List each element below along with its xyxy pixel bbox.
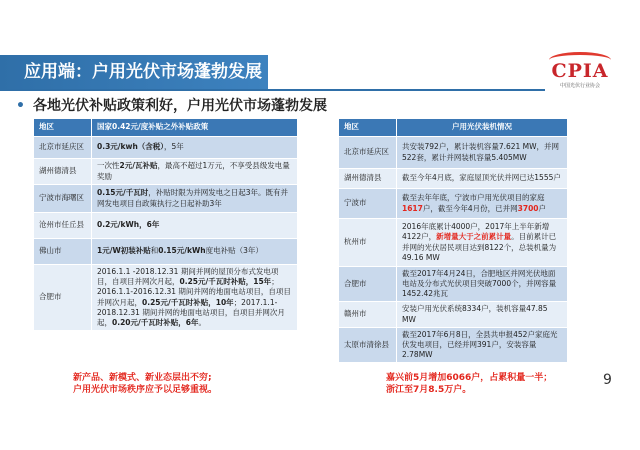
page-number: 9 xyxy=(603,372,612,388)
table-row xyxy=(339,327,568,362)
detail-text: 2016.1.1 -2018.12.31 期间并网的屋顶分布式发电项目，自项目并网次月起， xyxy=(97,267,279,287)
region-cell: 北京市延庆区 xyxy=(339,137,397,169)
right-note xyxy=(386,372,552,396)
detail-cell xyxy=(397,169,568,189)
detail-cell xyxy=(397,219,568,267)
title-underline xyxy=(0,89,545,91)
subsidy-policy-table xyxy=(33,118,298,331)
detail-text: 1元/W初装补贴 xyxy=(97,246,151,256)
detail-cell xyxy=(92,159,298,185)
detail-text: 截至今年4月底，家庭屋顶光伏并网已达1555户 xyxy=(402,173,561,183)
detail-text: 0.15元/千瓦时 xyxy=(97,188,149,198)
detail-text: 1617 xyxy=(402,203,423,213)
cpia-logo xyxy=(545,50,615,92)
bullet-dot-icon: • xyxy=(16,98,25,114)
detail-text: ，最高不超过1万元，不享受县级发电量奖励 xyxy=(97,161,290,181)
detail-text: 安装户用光伏系统8334户，装机容量47.85 MW xyxy=(402,304,548,324)
region-cell: 宁波市海曙区 xyxy=(34,185,92,213)
region-cell: 宁波市 xyxy=(339,189,397,219)
detail-text: 新增量大于之前累计量 xyxy=(436,232,512,242)
region-cell: 湖州德清县 xyxy=(339,169,397,189)
detail-text: 0.2元/kWh，6年 xyxy=(97,220,160,230)
left-header-region: 地区 xyxy=(34,119,92,137)
detail-text: ，补贴时限为并网发电之日起3年。既有并网发电项目自政策执行之日起补助3年 xyxy=(97,188,289,208)
detail-cell xyxy=(397,137,568,169)
detail-cell xyxy=(397,302,568,327)
detail-cell xyxy=(397,267,568,302)
table-row xyxy=(34,213,298,239)
logo-text: CPIA xyxy=(551,60,609,82)
detail-text: 度电补贴（3年） xyxy=(205,246,263,256)
right-header-region: 地区 xyxy=(339,119,397,137)
table-row xyxy=(339,189,568,219)
detail-text: 共安装792户，累计装机容量7.621 MW，并网522套，累计并网装机容量5.405MW xyxy=(402,142,560,162)
region-cell: 赣州市 xyxy=(339,302,397,327)
detail-cell xyxy=(92,137,298,159)
region-cell: 湖州德清县 xyxy=(34,159,92,185)
table-row xyxy=(34,185,298,213)
detail-text: ，5年 xyxy=(164,142,184,152)
detail-cell xyxy=(92,213,298,239)
detail-text: 0.20元/千瓦时补贴，6年 xyxy=(112,317,199,327)
detail-cell xyxy=(92,185,298,213)
detail-text: 。目前累计已并网的光伏居民项目达到8122个，总装机量为49.16 MW xyxy=(402,232,557,262)
table-row xyxy=(339,302,568,327)
bullet-text: 各地光伏补贴政策利好，户用光伏市场蓬勃发展 xyxy=(32,98,327,114)
region-cell: 合肥市 xyxy=(34,265,92,331)
detail-text: 截至2017年4月24日，合肥地区并网光伏地面电站及分布式光伏项目突破7000个，并网容量1452.42兆瓦 xyxy=(402,269,557,299)
left-note-line2: 户用光伏市场秩序应予以足够重视。 xyxy=(73,385,218,396)
left-note xyxy=(73,372,217,396)
detail-cell xyxy=(397,327,568,362)
right-note-line2: 浙江至7月8.5万户。 xyxy=(386,385,472,396)
detail-text: 。 xyxy=(198,317,206,327)
detail-text: 0.3元/kwh（含税） xyxy=(97,142,165,152)
detail-text: 户，截至今年4月份，已并网 xyxy=(422,203,518,213)
table-row xyxy=(34,137,298,159)
region-cell: 佛山市 xyxy=(34,239,92,265)
table-row xyxy=(34,159,298,185)
region-cell: 合肥市 xyxy=(339,267,397,302)
table-row xyxy=(339,219,568,267)
right-note-line1: 嘉兴前5月增加6066户，占累积量一半； xyxy=(386,373,553,383)
detail-text: 截至去年年底，宁波市户用光伏项目的家庭 xyxy=(402,193,545,203)
table-row xyxy=(339,137,568,169)
detail-text: 0.25元/千瓦时补贴，10年 xyxy=(142,297,234,307)
slide-title: 应用端：户用光伏市场蓬勃发展 xyxy=(0,55,268,89)
detail-text: 3700 xyxy=(517,203,539,213)
detail-text: 0.15元/kWh xyxy=(158,246,206,256)
right-header-installation: 户用光伏装机情况 xyxy=(397,119,568,137)
bullet-heading xyxy=(16,95,327,115)
table-row xyxy=(34,265,298,331)
detail-text: 和 xyxy=(150,246,159,256)
detail-text: ；2017.1.1-2018.12.31 期间并网的地面电站项目，自项目并网次月起， xyxy=(97,297,285,327)
table-row xyxy=(339,169,568,189)
region-cell: 北京市延庆区 xyxy=(34,137,92,159)
logo-subtext: 中国光伏行业协会 xyxy=(559,83,600,89)
region-cell: 杭州市 xyxy=(339,219,397,267)
detail-cell xyxy=(92,239,298,265)
table-row xyxy=(34,239,298,265)
detail-cell xyxy=(397,189,568,219)
left-note-line1: 新产品、新模式、新业态层出不穷; xyxy=(73,373,212,383)
region-cell: 沧州市任丘县 xyxy=(34,213,92,239)
detail-text: ；2016.1.1-2016.12.31 期间并网的地面电站项目，自项目并网次月起， xyxy=(97,277,291,307)
detail-text: 2016年底累计4000户，2017年上半年新增4122户， xyxy=(402,222,550,242)
detail-text: 一次性 xyxy=(97,161,120,171)
detail-text: 2元/瓦补贴 xyxy=(119,161,158,171)
table-row xyxy=(339,267,568,302)
detail-cell xyxy=(92,265,298,331)
region-cell: 太原市清徐县 xyxy=(339,327,397,362)
detail-text: 截至2017年6月8日，全县共申报452户家庭光伏发电项目，已经并网391户，安装容量2.78MW xyxy=(402,329,558,359)
detail-text: 户 xyxy=(538,203,547,213)
installation-table xyxy=(338,118,568,363)
left-header-policy: 国家0.42元/度补贴之外补贴政策 xyxy=(92,119,298,137)
detail-text: 0.25元/千瓦时补贴，15年 xyxy=(179,277,272,287)
